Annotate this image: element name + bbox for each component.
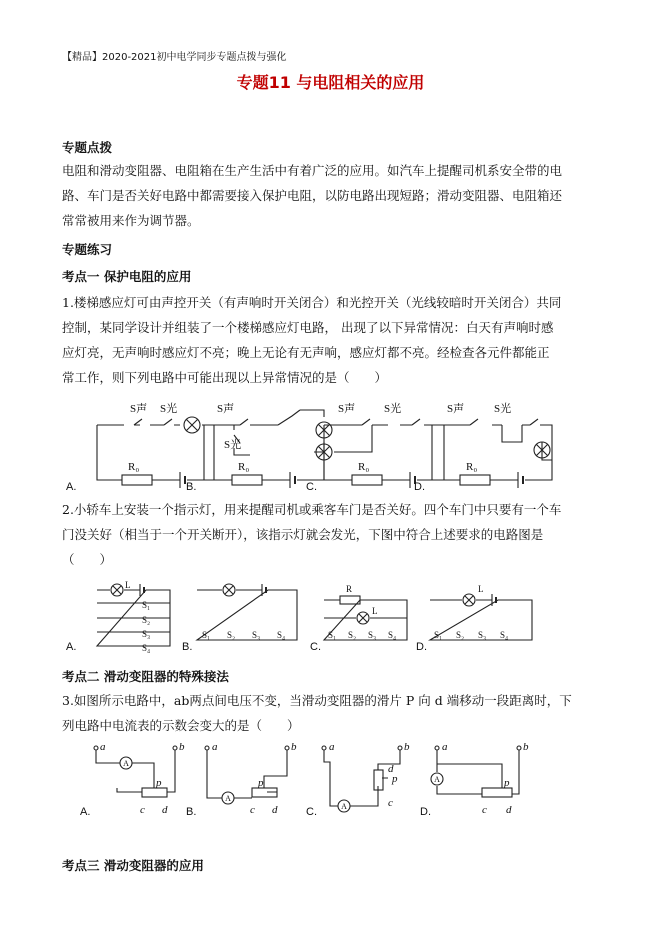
question-line: 1.楼梯感应灯可由声控开关（有声响时开关闭合）和光控开关（光线较暗时开关闭合）共同 [62,295,562,310]
question-line: （ ） [62,552,113,567]
terminal-label: c [482,804,487,816]
question-line: 2.小轿车上安装一个指示灯，用来提醒司机或乘客车门是否关好。四个车门中只要有一个车 [62,502,562,517]
topic-heading-3: 考点三 滑动变阻器的应用 [62,858,204,873]
option-b: B. [182,641,193,653]
lamp-label: L [372,606,378,616]
topic-heading-1: 考点一 保护电阻的应用 [62,269,192,284]
overview-paragraph [62,158,602,233]
option-c: C. [306,806,317,818]
terminal-label: a [442,741,448,753]
resistor-label: R₀ [128,461,140,473]
overview-line: 常常被用来作为调节器。 [62,213,200,228]
slider-label: p [392,773,398,785]
terminal-label: b [404,741,410,753]
option-d: D. [416,641,427,653]
switch-label: S₃ [478,630,487,640]
switch-label: S₁ [202,630,211,640]
terminal-label: c [250,804,255,816]
switch-label: S₂ [227,630,236,640]
topic-heading-2: 考点二 滑动变阻器的特殊接法 [62,669,229,684]
terminal-label: b [523,741,529,753]
terminal-label: d [162,804,168,816]
section-heading-exercises: 专题练习 [62,242,113,257]
switch-label: S₃ [252,630,261,640]
switch-label: S光 [224,439,242,451]
lamp-label: L [125,580,131,590]
slider-label: p [156,777,162,789]
option-b: B. [186,481,197,493]
page-title: 专题11 与电阻相关的应用 [236,73,425,92]
switch-label: S光 [494,403,512,415]
switch-label: S光 [384,403,402,415]
switch-label: S₂ [348,630,357,640]
option-a: A. [66,481,77,493]
ammeter-label: A [341,802,347,811]
option-d: D. [420,806,431,818]
overview-line: 路、车门是否关好电路中都需要接入保护电阻，以防电路出现短路；滑动变阻器、电阻箱还 [62,188,563,203]
question-3-text [62,688,602,738]
terminal-label: d [388,763,394,775]
switch-label: S₃ [368,630,377,640]
switch-label: S声 [447,403,465,415]
resistor-label: R₀ [358,461,370,473]
document-header: 【精品】2020-2021初中电学同步专题点拨与强化 [62,52,287,63]
question-line: 控制，某同学设计并组装了一个楼梯感应灯电路， 出现了以下异常情况：白天有声响时感 [62,320,554,335]
option-a: A. [66,641,77,653]
switch-label: S声 [217,403,235,415]
resistor-label: R₀ [238,461,250,473]
switch-label: S₁ [142,600,151,610]
terminal-label: b [291,741,297,753]
switch-label: S声 [130,403,148,415]
option-d: D. [414,481,425,493]
switch-label: S₂ [142,615,151,625]
question-line: 3.如图所示电路中，ab两点间电压不变，当滑动变阻器的滑片 P 向 d 端移动一段距离时，下 [62,693,572,708]
switch-label: S₃ [142,629,151,639]
switch-label: S₁ [434,630,443,640]
terminal-label: c [140,804,145,816]
question-3-circuits [62,740,622,820]
terminal-label: d [506,804,512,816]
option-b: B. [186,806,197,818]
switch-label: S₂ [456,630,465,640]
slider-label: p [504,777,510,789]
switch-label: S₄ [500,630,509,640]
switch-label: S₄ [388,630,397,640]
question-line: 列电路中电流表的示数会变大的是（ ） [62,718,300,733]
ammeter-label: A [434,775,440,784]
question-line: 常工作，则下列电路中可能出现以上异常情况的是（ ） [62,370,388,385]
question-1-text [62,290,602,390]
lamp-label: L [478,584,484,594]
resistor-label: R [346,584,353,594]
terminal-label: a [100,741,106,753]
question-2-text [62,497,602,572]
terminal-label: b [179,741,185,753]
switch-label: S₁ [328,630,337,640]
ammeter-label: A [123,759,129,768]
section-heading-overview: 专题点拨 [62,140,113,155]
option-c: C. [310,641,321,653]
ammeter-label: A [225,794,231,803]
slider-label: p [258,777,264,789]
option-a: A. [80,806,91,818]
switch-label: S₄ [277,630,286,640]
switch-label: S₄ [142,643,151,653]
question-1-circuits [62,390,622,495]
switch-label: S光 [160,403,178,415]
option-c: C. [306,481,317,493]
switch-label: S声 [338,403,356,415]
overview-line: 电阻和滑动变阻器、电阻箱在生产生活中有着广泛的应用。如汽车上提醒司机系安全带的电 [62,163,563,178]
question-line: 应灯亮，无声响时感应灯不亮；晚上无论有无声响，感应灯都不亮。经检查各元件都能正 [62,345,550,360]
terminal-label: a [329,741,335,753]
terminal-label: d [272,804,278,816]
resistor-label: R₀ [466,461,478,473]
terminal-label: c [388,797,393,809]
terminal-label: a [212,741,218,753]
question-2-circuits [62,578,622,653]
question-line: 门没关好（相当于一个开关断开），该指示灯就会发光，下图中符合上述要求的电路图是 [62,527,544,542]
